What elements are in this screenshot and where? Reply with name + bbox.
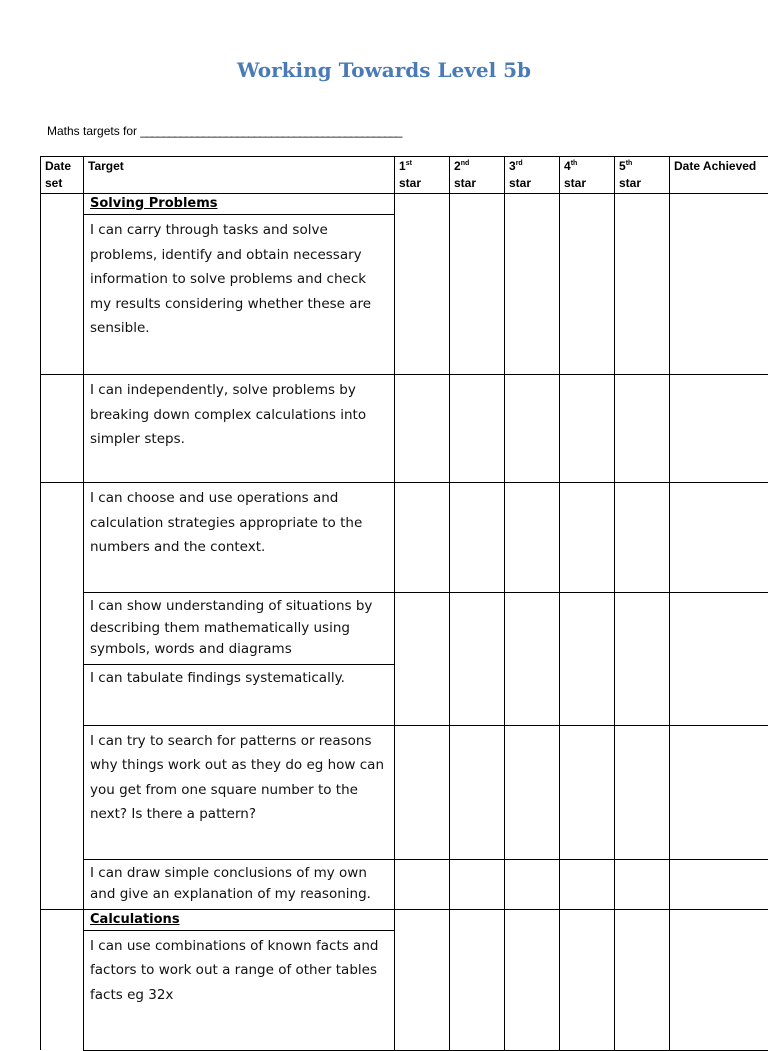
star-5-cell[interactable] [615, 593, 670, 726]
header-star-1: 1st star [395, 157, 450, 194]
star-4-cell[interactable] [560, 593, 615, 726]
header-date-set: Date set [41, 157, 84, 194]
star-2-cell[interactable] [450, 725, 505, 859]
table-row [41, 375, 768, 483]
header-target: Target [84, 157, 395, 194]
date-set-cell[interactable] [41, 375, 84, 483]
date-achieved-cell[interactable] [670, 859, 768, 909]
star-2-cell[interactable] [450, 593, 505, 726]
header-star-4: 4th star [560, 157, 615, 194]
target-text: I can independently, solve problems by breaking down complex calculations into simpler steps. [84, 375, 395, 483]
date-achieved-cell[interactable] [670, 593, 768, 726]
star-1-cell[interactable] [395, 725, 450, 859]
name-blank-line: ______________________________________________ [140, 124, 401, 138]
star-1-cell[interactable] [395, 375, 450, 483]
table-row [41, 483, 768, 593]
table-row [41, 725, 768, 859]
star-3-cell[interactable] [505, 375, 560, 483]
table-row [41, 593, 768, 665]
table-row [41, 859, 768, 909]
star-3-cell[interactable] [505, 483, 560, 593]
star-1-cell[interactable] [395, 194, 450, 375]
date-achieved-cell[interactable] [670, 725, 768, 859]
page-title: Working Towards Level 5b [0, 58, 768, 82]
header-date-achieved: Date Achieved [670, 157, 768, 194]
section-heading-solving-problems: Solving Problems [84, 194, 395, 215]
section-row-solving [41, 194, 768, 215]
star-4-cell[interactable] [560, 194, 615, 375]
target-text: I can tabulate findings systematically. [84, 664, 395, 725]
target-text: I can choose and use operations and calculation strategies appropriate to the numbers and the context. [84, 483, 395, 593]
date-set-cell[interactable] [41, 909, 84, 1050]
target-text: I can draw simple conclusions of my own and give an explanation of my reasoning. [84, 859, 395, 909]
star-3-cell[interactable] [505, 593, 560, 726]
star-1-cell[interactable] [395, 859, 450, 909]
star-5-cell[interactable] [615, 375, 670, 483]
date-achieved-cell[interactable] [670, 483, 768, 593]
star-3-cell[interactable] [505, 859, 560, 909]
star-2-cell[interactable] [450, 859, 505, 909]
star-4-cell[interactable] [560, 725, 615, 859]
date-set-cell[interactable] [41, 483, 84, 910]
star-1-cell[interactable] [395, 483, 450, 593]
date-set-cell[interactable] [41, 194, 84, 375]
star-1-cell[interactable] [395, 909, 450, 1050]
target-text: I can use combinations of known facts and factors to work out a range of other tables facts eg 32x [84, 930, 395, 1050]
header-star-2: 2nd star [450, 157, 505, 194]
star-2-cell[interactable] [450, 194, 505, 375]
star-5-cell[interactable] [615, 194, 670, 375]
star-4-cell[interactable] [560, 483, 615, 593]
star-1-cell[interactable] [395, 593, 450, 726]
star-4-cell[interactable] [560, 375, 615, 483]
target-text: I can try to search for patterns or reasons why things work out as they do eg how can you get from one square number to the next? Is there a pattern? [84, 725, 395, 859]
header-star-5: 5th star [615, 157, 670, 194]
date-achieved-cell[interactable] [670, 194, 768, 375]
date-achieved-cell[interactable] [670, 375, 768, 483]
header-star-3: 3rd star [505, 157, 560, 194]
star-5-cell[interactable] [615, 859, 670, 909]
target-text: I can show understanding of situations by describing them mathematically using symbols, words and diagrams [84, 593, 395, 665]
maths-targets-for-line [47, 124, 401, 138]
star-4-cell[interactable] [560, 859, 615, 909]
section-heading-calculations: Calculations [84, 909, 395, 930]
star-2-cell[interactable] [450, 909, 505, 1050]
targets-table [40, 156, 768, 1051]
star-2-cell[interactable] [450, 375, 505, 483]
star-4-cell[interactable] [560, 909, 615, 1050]
section-row-calculations [41, 909, 768, 930]
date-achieved-cell[interactable] [670, 909, 768, 1050]
header-row [41, 157, 768, 194]
star-3-cell[interactable] [505, 725, 560, 859]
star-5-cell[interactable] [615, 725, 670, 859]
star-5-cell[interactable] [615, 909, 670, 1050]
target-text: I can carry through tasks and solve problems, identify and obtain necessary information to solve problems and check my results considering whether these are sensible. [84, 215, 395, 375]
star-3-cell[interactable] [505, 909, 560, 1050]
star-3-cell[interactable] [505, 194, 560, 375]
star-2-cell[interactable] [450, 483, 505, 593]
star-5-cell[interactable] [615, 483, 670, 593]
maths-targets-label: Maths targets for [47, 124, 137, 138]
